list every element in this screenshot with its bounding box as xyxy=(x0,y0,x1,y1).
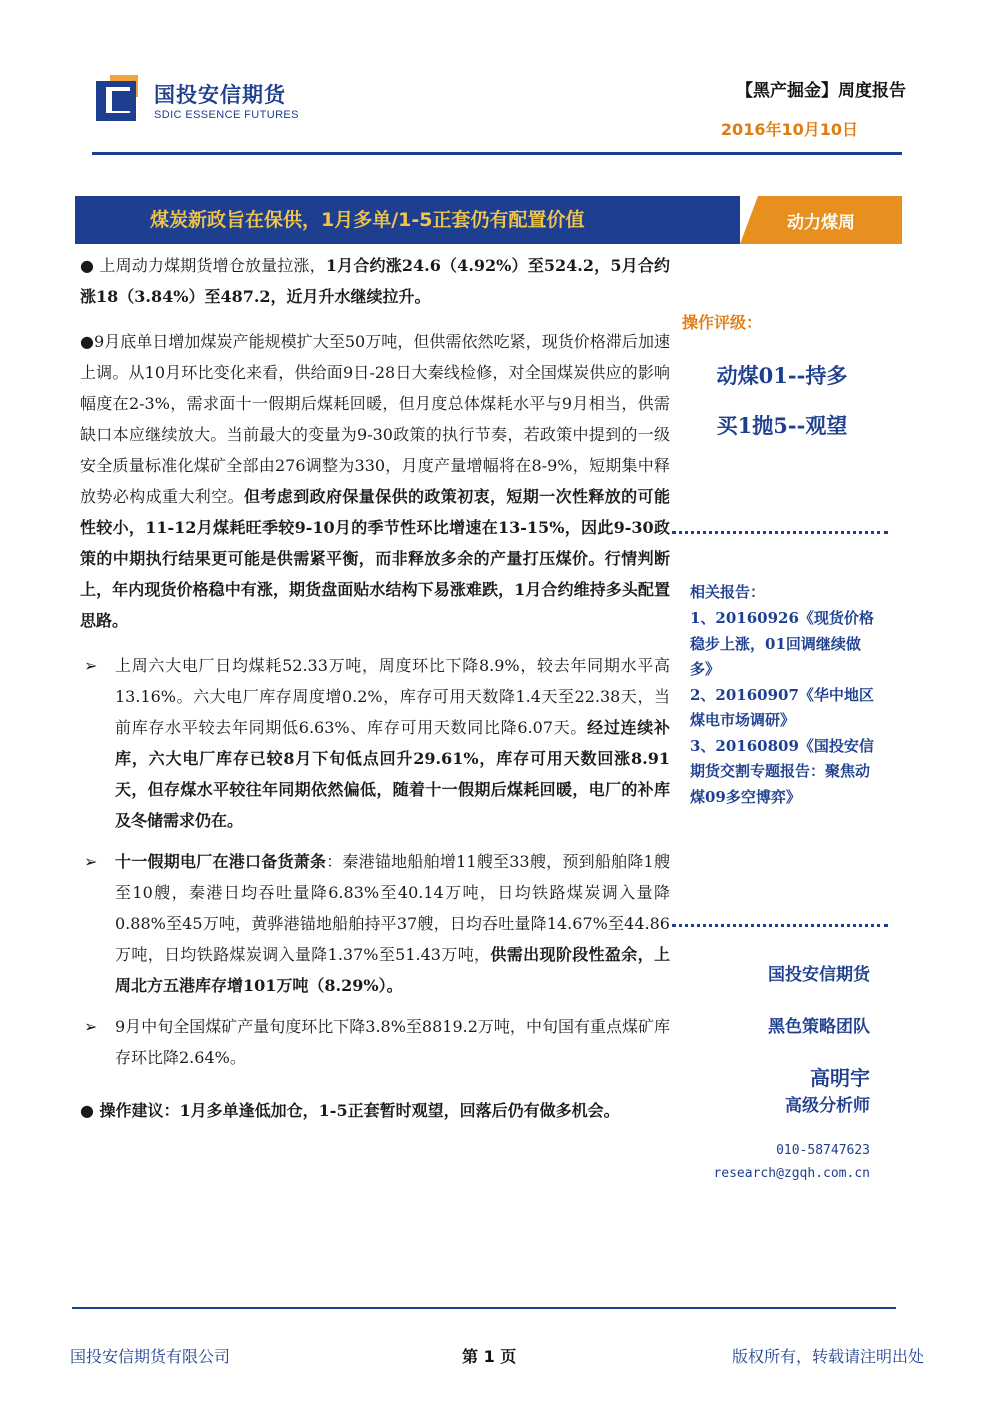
analyst-name: 高明宇 xyxy=(810,1066,870,1090)
list-item xyxy=(80,846,670,1001)
contact-phone: 010-58747623 xyxy=(776,1143,870,1158)
report-title: 煤炭新政旨在保供，1月多单/1-5正套仍有配置价值 xyxy=(150,209,585,231)
team-name: 黑色策略团队 xyxy=(768,1017,870,1037)
list-item xyxy=(80,1011,670,1073)
footer-company: 国投安信期货有限公司 xyxy=(70,1347,231,1366)
rating-1: 动煤01--持多 xyxy=(716,363,848,388)
sidebar-divider xyxy=(672,531,888,534)
intro-lead: ● 上周动力煤期货增仓放量拉涨， xyxy=(80,256,326,275)
analysis-text: ●9月底单日增加煤炭产能规模扩大至50万吨，但供需依然吃紧，现货价格滞后加速上调。从10月环比变化来看，供给面9日-28日大秦线检修，对全国煤炭供应的影响幅度在2-3%，需求面十一假期后煤耗回暖，但月度总体煤耗水平与9月相当，供需缺口本应继续放大。当前最大的变量为9-30政策的执行节奏，若政策中提到的一级安全质量标准化煤矿全部由276调整为330，月度产量增幅将在8-9%，短期集中释放势必构成重大利空。 xyxy=(80,332,670,506)
report-type: 【黑产掘金】周度报告 xyxy=(736,81,906,101)
related-reports-title: 相关报告： xyxy=(690,583,766,601)
logo-english-name: SDIC ESSENCE FUTURES xyxy=(154,109,299,121)
bullet-2-lead: 十一假期电厂在港口备货萧条 xyxy=(115,852,327,871)
related-report-item[interactable]: 3、20160809《国投安信期货交割专题报告：聚焦动煤09多空博弈》 xyxy=(690,736,874,806)
arrow-bullet-icon: ➢ xyxy=(84,852,98,871)
logo-mark-icon xyxy=(96,75,142,121)
list-item xyxy=(80,650,670,836)
page-number: 第 1 页 xyxy=(462,1347,517,1366)
report-date: 2016年10月10日 xyxy=(720,120,858,139)
rating-2: 买1抛5--观望 xyxy=(716,413,848,438)
bullet-1-bold: 经过连续补库，六大电厂库存已较8月下旬低点回升29.61%，库存可用天数回涨8.91天，但存煤水平较往年同期依然偏低，随着十一假期后煤耗回暖，电厂的补库及冬储需求仍在。 xyxy=(115,718,670,830)
sidebar-divider xyxy=(672,924,888,927)
contact-email[interactable]: research@zgqh.com.cn xyxy=(713,1166,870,1181)
intro-paragraph xyxy=(80,250,670,312)
arrow-bullet-icon: ➢ xyxy=(84,656,98,675)
main-content xyxy=(80,250,670,1140)
company-logo xyxy=(96,75,299,131)
category-tag xyxy=(740,196,902,244)
company-name: 国投安信期货 xyxy=(768,965,870,985)
analyst-title: 高级分析师 xyxy=(785,1096,870,1116)
rating-label: 操作评级： xyxy=(682,313,763,332)
analysis-paragraph xyxy=(80,326,670,636)
logo-chinese-name: 国投安信期货 xyxy=(154,83,286,107)
related-report-item[interactable]: 1、20160926《现货价格稳步上涨，01回调继续做多》 xyxy=(690,609,874,678)
header-divider xyxy=(92,152,902,155)
arrow-bullet-icon: ➢ xyxy=(84,1017,98,1036)
intro-bold: 1月合约涨24.6（4.92%）至524.2，5月合约涨18（3.84%）至487.2，近月升水继续拉升。 xyxy=(80,256,670,306)
footer-copyright: 版权所有，转载请注明出处 xyxy=(731,1347,924,1366)
bullet-3-text: 9月中旬全国煤矿产量旬度环比下降3.8%至8819.2万吨，中旬国有重点煤矿库存环比降2.64%。 xyxy=(115,1017,670,1067)
related-reports-list xyxy=(690,606,880,810)
footer-divider xyxy=(72,1307,896,1309)
related-report-item[interactable]: 2、20160907《华中地区煤电市场调研》 xyxy=(690,685,874,729)
bullet-2-text: ：秦港锚地船舶增11艘至33艘，预到船舶降1艘至10艘，秦港日均吞吐量降6.83%至40.14万吨，日均铁路煤炭调入量降0.88%至45万吨，黄骅港锚地船舶持平37艘，日均吞吐量降14.67%至44.86万吨，日均铁路煤炭调入量降1.37%至51.43万吨， xyxy=(115,852,670,964)
analysis-conclusion: 但考虑到政府保量保供的政策初衷，短期一次性释放的可能性较小，11-12月煤耗旺季较9-10月的季节性环比增速在13-15%，因此9-30政策的中期执行结果更可能是供需紧平衡，而非释放多余的产量打压煤价。行情判断上，年内现货价格稳中有涨，期货盘面贴水结构下易涨难跌，1月合约维持多头配置思路。 xyxy=(80,487,670,630)
category-tag-label: 动力煤周 xyxy=(787,213,855,233)
bullet-1-text: 上周六大电厂日均煤耗52.33万吨，周度环比下降8.9%，较去年同期水平高13.16%。六大电厂库存周度增0.2%，库存可用天数降1.4天至22.38天，当前库存水平较去年同期低6.63%、库存可用天数同比降6.07天。 xyxy=(115,656,670,737)
operation-advice: ● 操作建议：1月多单逢低加仓，1-5正套暂时观望，回落后仍有做多机会。 xyxy=(80,1101,620,1120)
bullet-2-bold: 供需出现阶段性盈余，上周北方五港库存增101万吨（8.29%）。 xyxy=(115,945,670,995)
